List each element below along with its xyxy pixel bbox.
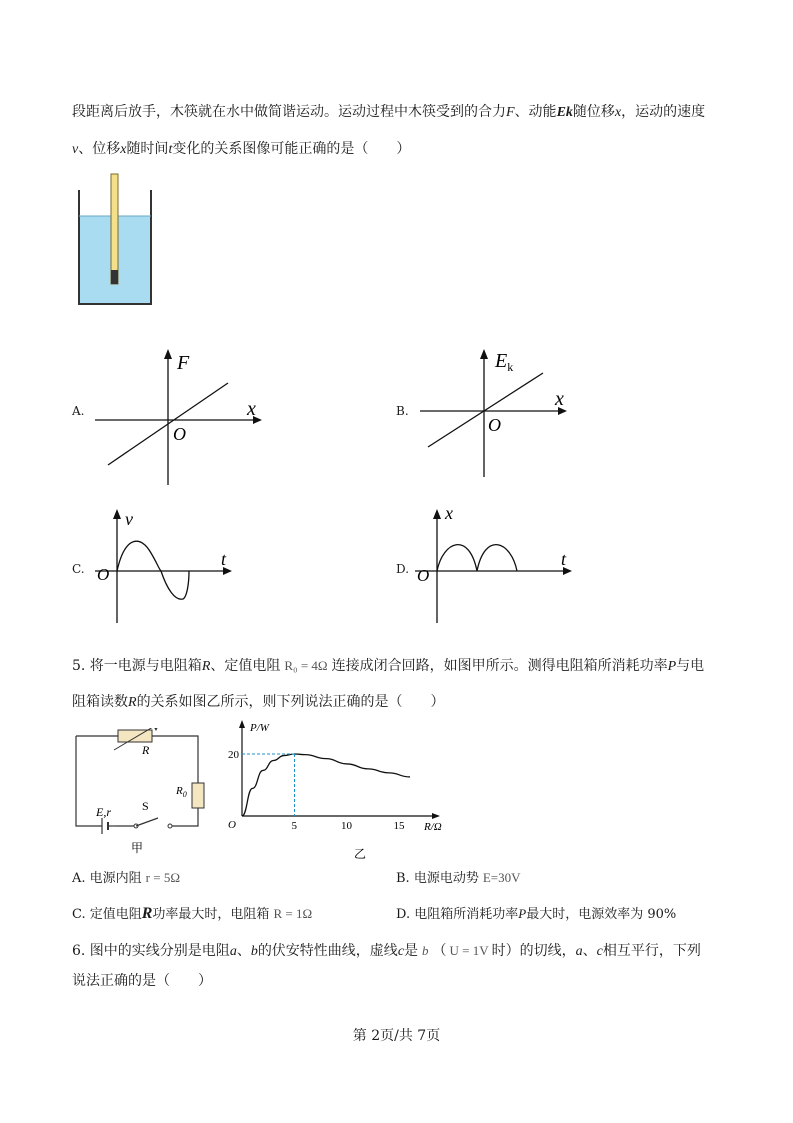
choice-text: 功率最大时，电阻箱 xyxy=(152,907,270,922)
choice-5c[interactable] xyxy=(72,903,312,923)
choice-text: D. 电阻箱所消耗功率 xyxy=(396,907,519,922)
q6-text: 时）的切线， xyxy=(491,943,576,959)
q5-text: 连接成闭合回路，如图甲所示。测得电阻箱所消耗功率 xyxy=(331,658,668,674)
symbol-c: c xyxy=(397,944,405,959)
y-label: v xyxy=(125,509,133,529)
q4-line-1 xyxy=(72,101,705,121)
origin-label: O xyxy=(488,415,501,435)
formula: R = 1Ω xyxy=(273,906,313,921)
symbol-P: P xyxy=(518,906,527,921)
q5-text: 的关系如图乙所示，则下列说法正确的是（ ） xyxy=(136,694,445,710)
formula: r = 5Ω xyxy=(145,870,180,885)
choice-5b[interactable] xyxy=(396,867,521,886)
q6-line-2: 说法正确的是（ ） xyxy=(72,973,212,989)
q6-text: 的伏安特性曲线，虚线 xyxy=(257,943,398,959)
chart-origin: O xyxy=(228,819,236,831)
q5-text: 5. 将一电源与电阻箱 xyxy=(72,658,202,674)
x-axis-arrow xyxy=(433,509,441,519)
chart-xlabel: R/Ω xyxy=(424,821,442,833)
x-label: t xyxy=(561,549,567,569)
q6-text: 、 xyxy=(236,943,251,959)
chopstick-weight xyxy=(111,270,118,284)
graph-c xyxy=(95,505,240,625)
x-label: x xyxy=(247,398,256,420)
rheostat-arrowhead xyxy=(152,728,160,731)
choice-text: B. 电源电动势 xyxy=(396,871,479,886)
sine-curve xyxy=(117,541,189,599)
formula-U: U = 1V xyxy=(449,943,489,958)
symbol-R0: R xyxy=(141,905,153,922)
y-axis-arrow xyxy=(164,349,172,359)
q4-text: ，运动的速度 xyxy=(621,104,706,120)
label-source: E,r xyxy=(96,805,111,819)
choice-text: C. 定值电阻 xyxy=(72,907,142,922)
r-axis-arrow xyxy=(432,813,440,819)
symbol-Ek: Ek xyxy=(556,105,573,120)
q5-text: 与电 xyxy=(676,658,705,674)
label-R: R xyxy=(142,743,150,757)
graph-d xyxy=(415,505,580,625)
v-axis-arrow xyxy=(113,509,121,519)
option-d-label[interactable]: D. xyxy=(396,562,410,576)
y-axis-arrow xyxy=(480,349,488,359)
option-a-label[interactable]: A. xyxy=(72,404,85,418)
q4-text: 变化的关系图像可能正确的是（ ） xyxy=(172,141,411,157)
x-tick-label: 5 xyxy=(291,820,297,832)
symbol-c: c xyxy=(596,944,603,959)
symbol-a: a xyxy=(575,944,583,959)
q6-text: 是 xyxy=(404,943,419,959)
x-tick-label: 15 xyxy=(393,820,405,832)
symbol-t: t xyxy=(168,142,173,157)
graph-line xyxy=(428,373,543,447)
y-tick-label: 20 xyxy=(228,749,239,761)
chopstick xyxy=(111,174,118,284)
q5-line-2 xyxy=(72,691,445,711)
symbol-R: R xyxy=(201,659,211,674)
p-axis-arrow xyxy=(239,720,245,728)
q6-text: （ xyxy=(432,943,447,959)
choice-text: 最大时，电源效率为 90% xyxy=(526,907,677,922)
q4-text: 、位移 xyxy=(78,141,121,157)
chart-ylabel: P/W xyxy=(250,722,269,734)
switch-contact xyxy=(168,824,172,828)
page-footer: 第 2页/共 7页 xyxy=(352,1028,441,1044)
q6-text: 相互平行，下列 xyxy=(602,943,701,959)
symbol-x: x xyxy=(120,142,127,157)
switch-lever xyxy=(136,818,158,826)
q5-line-1 xyxy=(72,655,704,675)
y-label: F xyxy=(177,352,190,374)
caption-yi: 乙 xyxy=(354,847,367,861)
power-resistance-chart xyxy=(228,718,453,868)
circuit-diagram xyxy=(70,728,210,858)
symbol-x: x xyxy=(614,105,622,120)
power-curve xyxy=(242,754,410,816)
graph-b xyxy=(420,345,575,480)
resistor-box-R xyxy=(118,730,152,742)
option-c-label[interactable]: C. xyxy=(72,562,85,576)
q6-line-1 xyxy=(72,940,701,960)
origin-label: O xyxy=(417,566,430,585)
circuit-wires xyxy=(76,736,198,826)
graph-a xyxy=(95,345,270,485)
q6-text: 6. 图中的实线分别是电阻 xyxy=(72,943,230,959)
symbol-P: P xyxy=(667,659,677,674)
x-label: t xyxy=(221,549,227,569)
formula-R0: R₀ = 4Ω xyxy=(284,658,328,673)
formula: E=30V xyxy=(482,870,521,885)
x-tick-label: 10 xyxy=(341,820,352,832)
origin-label: O xyxy=(173,424,186,444)
q4-text: 、动能 xyxy=(514,104,557,120)
tick-labels xyxy=(228,749,405,832)
q4-line-2 xyxy=(72,138,410,158)
symbol-b: b xyxy=(422,943,429,958)
q5-text: 、定值电阻 xyxy=(210,658,281,674)
resistor-R0 xyxy=(192,783,204,808)
label-switch: S xyxy=(142,799,149,813)
x-label: x xyxy=(555,388,564,410)
q5-text: 阻箱读数 xyxy=(72,694,128,710)
choice-5d[interactable] xyxy=(396,903,676,922)
origin-label: O xyxy=(97,565,110,584)
symbol-b: b xyxy=(250,944,258,959)
choice-5a[interactable] xyxy=(72,867,180,886)
abs-sine-curve xyxy=(437,545,517,571)
symbol-v: v xyxy=(72,142,79,157)
q4-text: 随时间 xyxy=(126,141,169,157)
y-label: $E_k$ xyxy=(495,350,514,374)
q4-text: 段距离后放手，木筷就在水中做简谐运动。运动过程中木筷受到的合力 xyxy=(72,104,506,120)
symbol-a: a xyxy=(229,944,237,959)
option-b-label[interactable]: B. xyxy=(396,404,409,418)
label-R0: $R_0$ xyxy=(176,785,187,799)
q4-text: 随位移 xyxy=(572,104,615,120)
symbol-R: R xyxy=(128,695,137,710)
symbol-F: F xyxy=(506,105,515,120)
choice-text: A. 电源内阻 xyxy=(72,871,142,886)
y-label: x xyxy=(445,505,453,523)
beaker-figure xyxy=(74,170,156,310)
caption-jia: 甲 xyxy=(131,841,144,855)
q6-text: 、 xyxy=(582,943,597,959)
